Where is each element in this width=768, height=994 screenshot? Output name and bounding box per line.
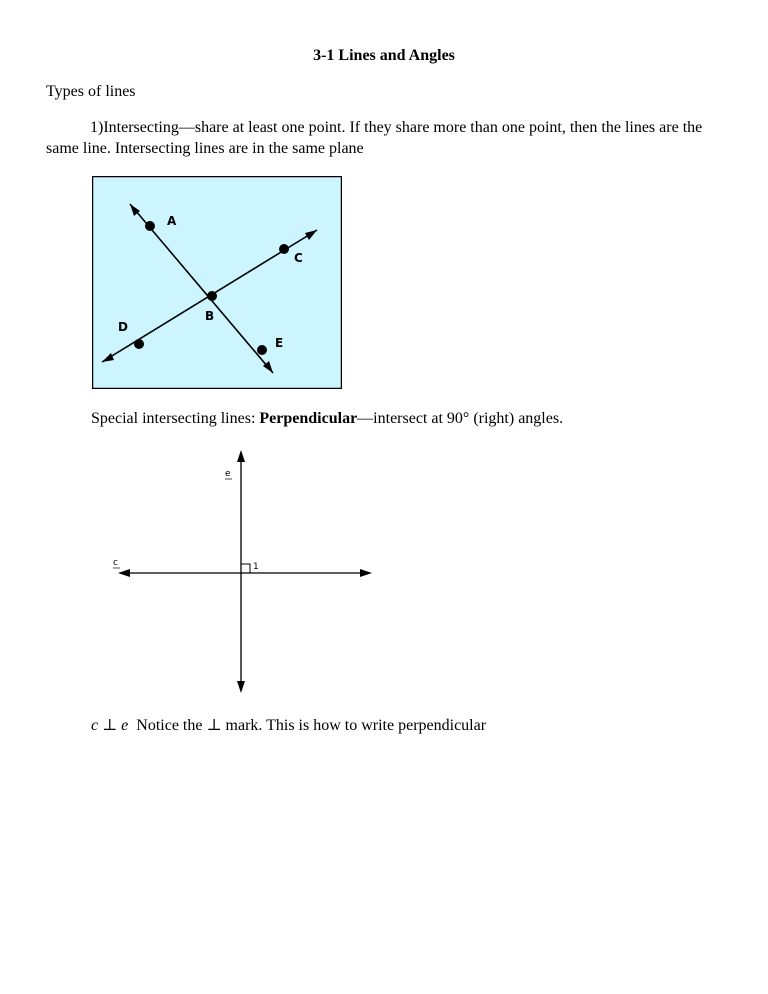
label-e: e: [225, 469, 231, 479]
intersecting-lines-diagram: [92, 176, 342, 389]
perpendicular-lines-figure: [108, 448, 380, 694]
var-e: e: [121, 717, 129, 734]
label-C: C: [294, 251, 303, 265]
page-title: 3-1 Lines and Angles: [313, 47, 455, 64]
label-E: E: [275, 336, 284, 350]
point-B: [207, 291, 217, 301]
point-D: [134, 339, 144, 349]
var-c: c: [91, 717, 99, 734]
notation-text-1: Notice the: [136, 717, 203, 734]
perpendicular-notation: [91, 715, 486, 735]
notation-text-2: mark. This is how to write perpendicular: [225, 717, 487, 734]
perpendicular-lines-diagram: [108, 448, 380, 694]
point-E: [257, 345, 267, 355]
section-heading: Types of lines: [46, 83, 136, 100]
arrow-head-c-left: [118, 569, 130, 577]
perpendicular-definition: [91, 410, 563, 428]
perpendicular-term: Perpendicular: [259, 410, 358, 427]
arrow-head-c-right: [360, 569, 372, 577]
label-A: A: [167, 214, 177, 228]
special-prefix: Special intersecting lines:: [91, 410, 260, 427]
arrow-head-e-top: [237, 450, 245, 462]
intersecting-paragraph: 1)Intersecting—share at least one point. If they share more than one point, then the lines are the same line. Intersecting lines are in the same plane: [46, 119, 703, 157]
perp-symbol-1: ⊥: [102, 717, 118, 734]
angle-label: 1: [253, 562, 259, 572]
arrow-head-e-bottom: [237, 681, 245, 693]
intersecting-lines-figure: [92, 176, 342, 389]
label-D: D: [118, 320, 128, 334]
point-C: [279, 244, 289, 254]
point-A: [145, 221, 155, 231]
special-suffix: —intersect at 90° (right) angles.: [357, 410, 564, 427]
label-c: c: [113, 558, 118, 568]
right-angle-mark: [241, 564, 250, 573]
figure1-background: [93, 177, 342, 389]
label-B: B: [205, 309, 215, 323]
perp-symbol-2: ⊥: [206, 717, 222, 734]
